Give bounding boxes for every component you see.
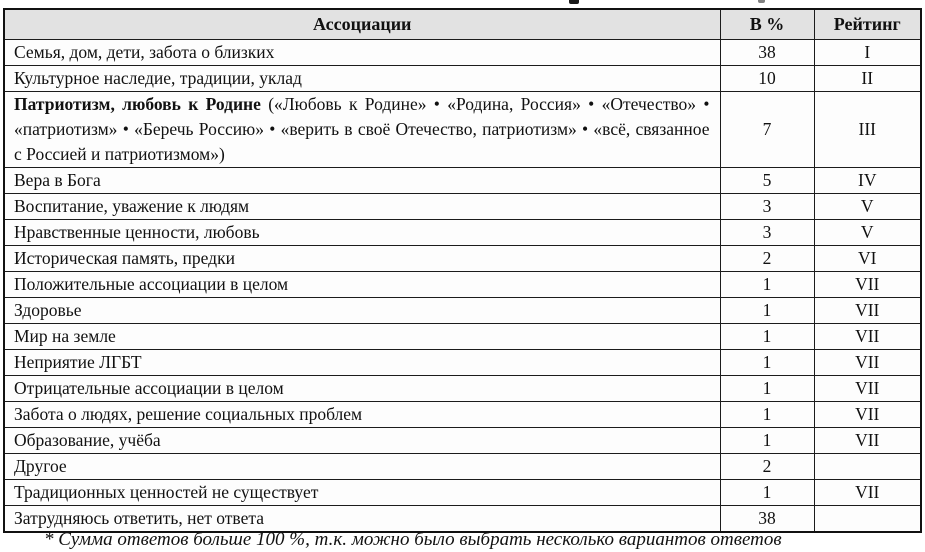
rating-cell: II [814,66,921,92]
association-cell: Историческая память, предки [4,246,720,272]
percent-cell: 1 [720,272,814,298]
rating-cell: I [814,40,921,66]
percent-cell: 1 [720,480,814,506]
cropped-title-fragment [569,0,579,4]
percent-cell: 1 [720,402,814,428]
rating-cell: IV [814,168,921,194]
association-bold-lead: Патриотизм, любовь к Родине [14,94,261,114]
table-row [4,272,921,298]
column-header-rating: Рейтинг [814,9,921,40]
rating-cell: VII [814,324,921,350]
association-cell: Забота о людях, решение социальных проблем [4,402,720,428]
percent-cell: 5 [720,168,814,194]
table-row [4,220,921,246]
association-cell: Семья, дом, дети, забота о близких [4,40,720,66]
cropped-title-fragment [758,0,765,3]
associations-table [3,8,922,533]
percent-cell: 2 [720,454,814,480]
association-cell: Положительные ассоциации в целом [4,272,720,298]
association-cell: Другое [4,454,720,480]
percent-cell: 38 [720,40,814,66]
rating-cell: III [814,92,921,168]
percent-cell: 2 [720,246,814,272]
association-cell: Затрудняюсь ответить, нет ответа [4,506,720,533]
table-body [4,40,921,533]
association-cell: Здоровье [4,298,720,324]
table-row [4,66,921,92]
table-footnote: * Сумма ответов больше 100 %, т.к. можно было выбрать несколько вариантов ответов [44,529,782,550]
table-row [4,246,921,272]
rating-cell: VII [814,298,921,324]
table-row [4,324,921,350]
column-header-percent: В % [720,9,814,40]
percent-cell: 7 [720,92,814,168]
association-cell: Нравственные ценности, любовь [4,220,720,246]
rating-cell: VI [814,246,921,272]
table-row [4,454,921,480]
rating-cell: VII [814,428,921,454]
rating-cell: V [814,220,921,246]
column-header-associations: Ассоциации [4,9,720,40]
association-cell: Традиционных ценностей не существует [4,480,720,506]
table-row [4,376,921,402]
table-row [4,40,921,66]
table-row [4,402,921,428]
table-row [4,92,921,168]
table-row [4,168,921,194]
table-row [4,194,921,220]
percent-cell: 1 [720,428,814,454]
rating-cell: VII [814,272,921,298]
table-row [4,428,921,454]
percent-cell: 10 [720,66,814,92]
table-row [4,298,921,324]
percent-cell: 1 [720,324,814,350]
association-cell: Патриотизм, любовь к Родине («Любовь к Родине» • «Родина, Россия» • «Отечество» • «патриотизм» • «Беречь Россию» • «верить в своё Отечество, патриотизм» • «всё, связанное с Россией и патриотизмом») [4,92,720,168]
association-cell: Отрицательные ассоциации в целом [4,376,720,402]
percent-cell: 38 [720,506,814,533]
table-row [4,480,921,506]
rating-cell [814,454,921,480]
association-cell: Образование, учёба [4,428,720,454]
percent-cell: 1 [720,350,814,376]
header-row [4,9,921,40]
association-cell: Мир на земле [4,324,720,350]
table-header [4,9,921,40]
rating-cell: VII [814,480,921,506]
percent-cell: 3 [720,194,814,220]
association-cell: Культурное наследие, традиции, уклад [4,66,720,92]
percent-cell: 1 [720,376,814,402]
rating-cell: V [814,194,921,220]
rating-cell: VII [814,350,921,376]
rating-cell: VII [814,376,921,402]
association-cell: Неприятие ЛГБТ [4,350,720,376]
rating-cell: VII [814,402,921,428]
percent-cell: 1 [720,298,814,324]
association-cell: Воспитание, уважение к людям [4,194,720,220]
association-cell: Вера в Бога [4,168,720,194]
percent-cell: 3 [720,220,814,246]
table-row [4,350,921,376]
